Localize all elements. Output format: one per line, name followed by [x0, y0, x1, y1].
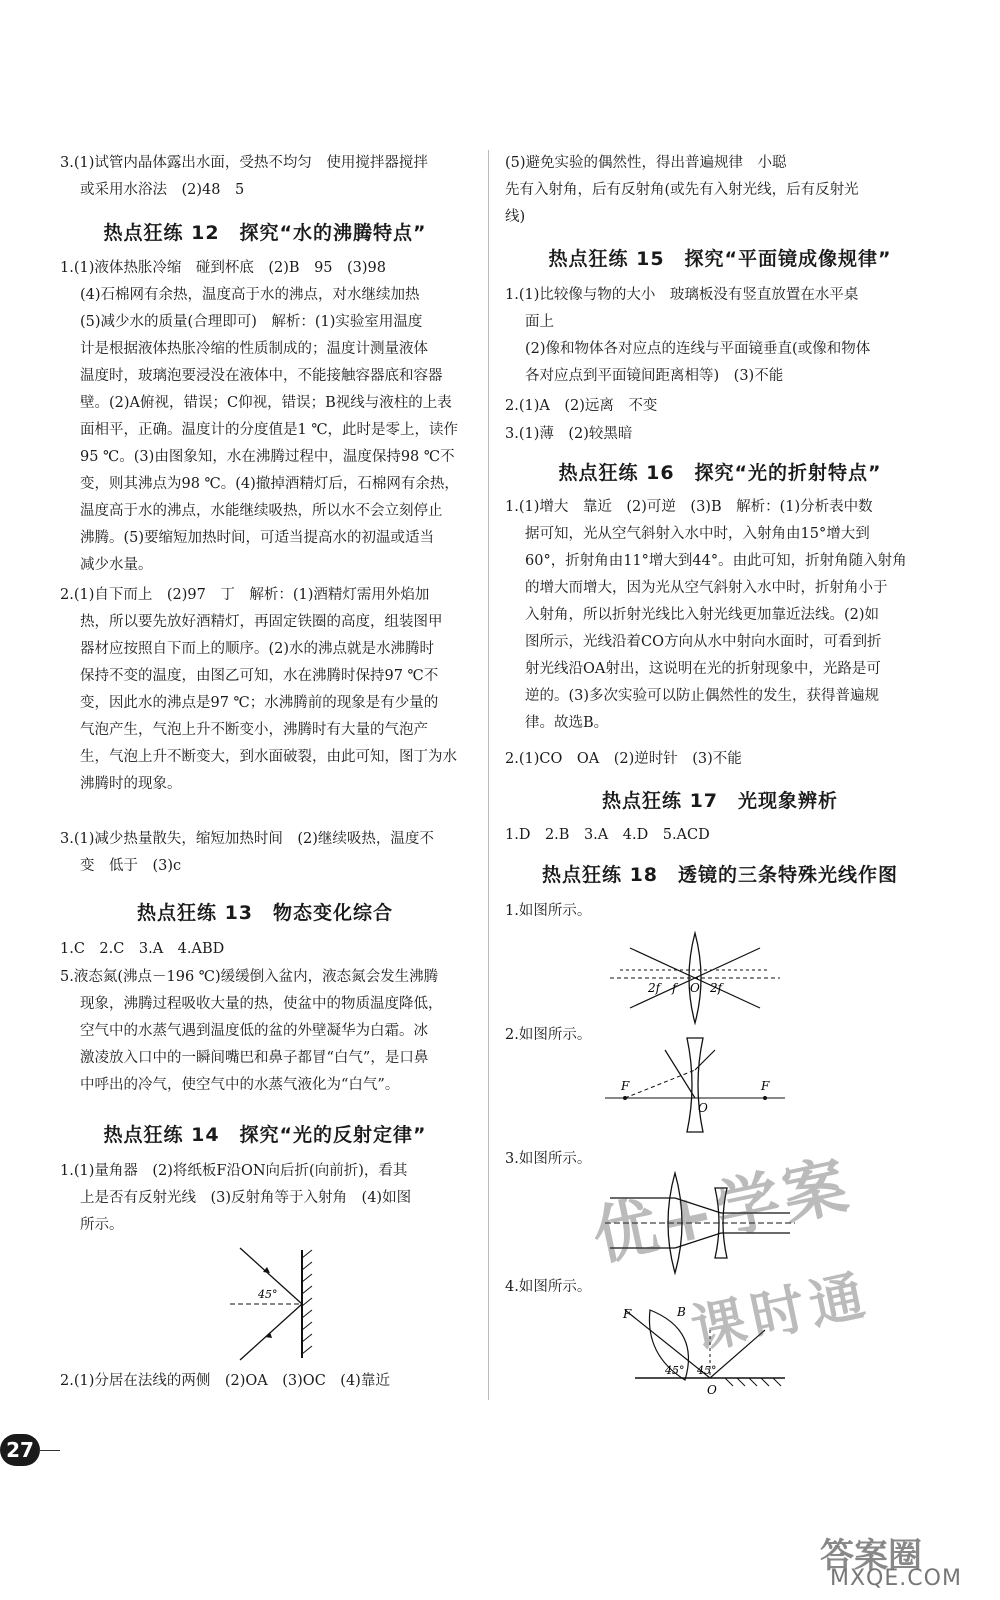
s14-q2-answer: 2.(1)分居在法线的两侧 (2)OA (3)OC (4)靠近 [60, 1373, 390, 1389]
label-f: F [623, 1307, 632, 1321]
corner-watermark: 答案圈 [820, 1536, 922, 1576]
s16-q2-answer: 2.(1)CO OA (2)逆时针 (3)不能 [505, 751, 742, 767]
reflected-ray [240, 1304, 302, 1360]
watermark-brand: 优+学案 [586, 1148, 858, 1276]
focus-right [763, 1096, 767, 1100]
section-heading-16: 热点狂练 16 探究“光的折射特点” [558, 462, 882, 484]
angle-label-1: 45° [665, 1364, 685, 1377]
s12-q3-answer: 3.(1)减少热量散失，缩短加热时间 (2)继续吸热，温度不 变 低于 (3)c [60, 831, 434, 874]
angle-label-2: 45° [697, 1364, 717, 1377]
section-heading-13: 热点狂练 13 物态变化综合 [136, 902, 394, 924]
s17-answers: 1.D 2.B 3.A 4.D 5.ACD [505, 827, 710, 843]
watermark-brand-sub: 课时通 [686, 1262, 876, 1362]
label-f-left: F [621, 1079, 630, 1093]
label-o: O [690, 981, 700, 995]
label-o: O [698, 1101, 708, 1115]
label-f: f [672, 981, 677, 995]
s18-q1-label: 1.如图所示。 [505, 903, 592, 919]
label-2f-right: 2f [710, 981, 723, 995]
section-heading-15: 热点狂练 15 探究“平面镜成像规律” [548, 248, 892, 270]
corner-watermark-url: MXQE.COM [830, 1566, 962, 1591]
dashed-ray [625, 1070, 695, 1098]
section-heading-18: 热点狂练 18 透镜的三条特殊光线作图 [541, 864, 899, 886]
s16-q1-answer: 1.(1)增大 靠近 (2)可逆 (3)B 解析：(1)分析表中数 据可知，光从空气斜射入水中时，入射角由15°增大到 60°，折射角由11°增大到44°。由此可知，折射角随入射角 的增大而增大，因为光从空气斜射入水中时，折射角小于 入射角，所以折射光线比入射光线更加靠近法线。(2)如 图所示，光线沿着CO方向从水中射向水面时，可看到折 射光线沿OA射出，这说明在光的折射现象中，光路是可 逆的。(3)多次实验可以防止偶然性的发生，获得普遍规 律。故选B。 [505, 499, 907, 731]
ray-out [695, 1050, 715, 1070]
section-heading-12: 热点狂练 12 探究“水的沸腾特点” [103, 222, 427, 244]
s14-q1-continued: (5)避免实验的偶然性，得出普遍规律 小聪 先有入射角，后有反射角(或先有入射光线，后有反射光 线) [505, 155, 859, 225]
s15-q2-answer: 2.(1)A (2)远离 不变 [505, 398, 658, 414]
page-number-badge: 27 [0, 1434, 40, 1466]
label-o: O [707, 1383, 717, 1397]
s15-q1-answer: 1.(1)比较像与物的大小 玻璃板没有竖直放置在水平桌 面上 (2)像和物体各对应点的连线与平面镜垂直(或像和物体 各对应点到平面镜间距离相等) (3)不能 [505, 287, 871, 384]
s13-q5-answer: 5.液态氮(沸点－196 ℃)缓缓倒入盆内，液态氮会发生沸腾 现象，沸腾过程吸收大量的热，使盆中的物质温度降低， 空气中的水蒸气遇到温度低的盆的外壁凝华为白霜。冰 激凌放入口中的一瞬间嘴巴和鼻子都冒“白气”，是口鼻 中呼出的冷气，使空气中的水蒸气液化为“白气”。 [60, 969, 443, 1093]
s18-q4-label: 4.如图所示。 [505, 1279, 592, 1295]
section-heading-17: 热点狂练 17 光现象辨析 [601, 790, 839, 812]
label-b: B [677, 1305, 686, 1319]
label-2f-left: 2f [648, 981, 661, 995]
q3-answer: 3.(1)试管内晶体露出水面，受热不均匀 使用搅拌器搅拌 或采用水浴法 (2)48 5 [60, 155, 428, 198]
reflection-diagram [220, 1240, 350, 1365]
s18-q2-label: 2.如图所示。 [505, 1027, 592, 1043]
mirror-hatching [725, 1378, 781, 1386]
s15-q3-answer: 3.(1)薄 (2)较黑暗 [505, 426, 633, 442]
label-f-right: F [761, 1079, 770, 1093]
focus-left [623, 1096, 627, 1100]
concave-lens-diagram-2 [605, 1030, 785, 1140]
page-number-rule [38, 1450, 60, 1451]
s12-q1-answer: 1.(1)液体热胀冷缩 碰到杯底 (2)B 95 (3)98 (4)石棉网有余热，温度高于水的沸点，对水继续加热 (5)减少水的质量(合理即可) 解析：(1)实验室用温度 计是根据液体热胀冷缩的性质制成的；温度计测量液体 温度时，玻璃泡要浸没在液体中，不能接触容器底和容器 壁。(2)A俯视，错误；C仰视，错误；B视线与液柱的上表 面相平，正确。温度计的分度值是1 ℃，此时是零上，读作 95 ℃。(3)由图象知，水在沸腾过程中，温度保持98 ℃不 变，则其沸点为98 ℃。(4)撤掉酒精灯后，石棉网有余热， 温度高于水的沸点，水能继续吸热，所以水不会立刻停止 沸腾。(5)要缩短加热时间，可适当提高水的初温或适当 减少水量。 [60, 260, 459, 573]
s18-q3-label: 3.如图所示。 [505, 1151, 592, 1167]
s12-q2-answer: 2.(1)自下而上 (2)97 丁 解析：(1)酒精灯需用外焰加 热，所以要先放好酒精灯，再固定铁圈的高度，组装图甲 器材应按照自下而上的顺序。(2)水的沸点就是水沸腾时 保持不变的温度，由图乙可知，水在沸腾时保持97 ℃不 变，因此水的沸点是97 ℃；水沸腾前的现象是有少量的 气泡产生，气泡上升不断变小，沸腾时有大量的气泡产 生，气泡上升不断变大，到水面破裂，由此可知，图丁为水 沸腾时的现象。 [60, 587, 457, 792]
section-heading-14: 热点狂练 14 探究“光的反射定律” [103, 1124, 427, 1146]
s14-q1-answer: 1.(1)量角器 (2)将纸板F沿ON向后折(向前折)，看其 上是否有反射光线 (3)反射角等于入射角 (4)如图 所示。 [60, 1163, 412, 1233]
convex-lens-diagram-1 [610, 928, 780, 1028]
column-divider [488, 150, 489, 1400]
concave-lens [687, 1038, 703, 1132]
s13-q1-4-answer: 1.C 2.C 3.A 4.ABD [60, 941, 225, 957]
mirror-hatching [302, 1250, 312, 1354]
angle-label: 45° [258, 1288, 278, 1301]
